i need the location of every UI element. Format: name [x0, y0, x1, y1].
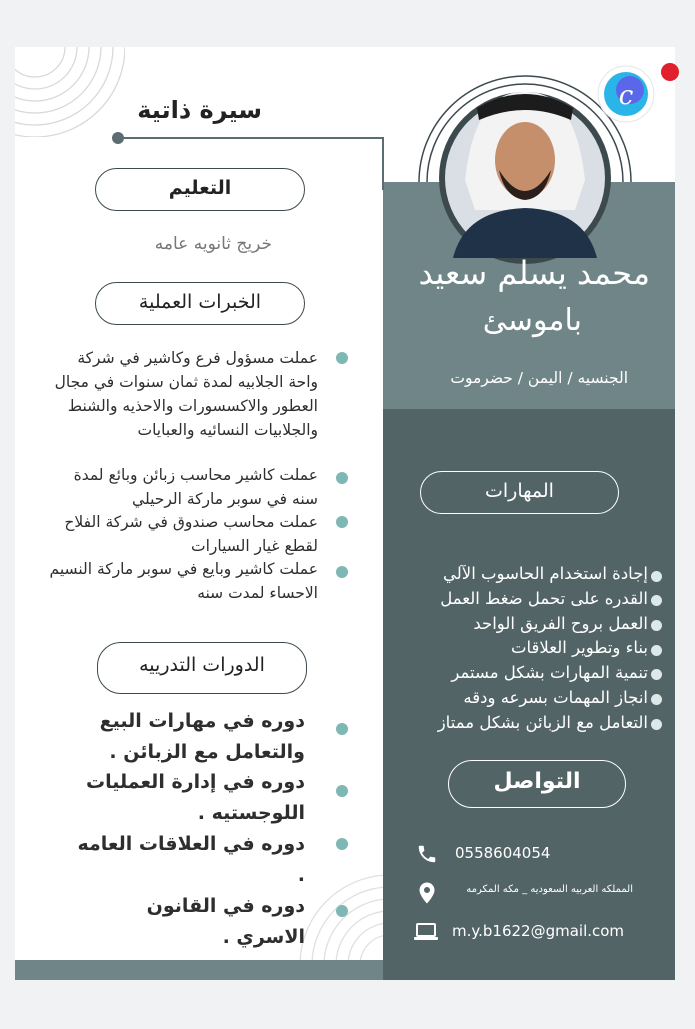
skill-item: بناء وتطوير العلاقات — [510, 638, 648, 657]
decorative-rings-top — [15, 47, 125, 137]
course-bullet — [336, 838, 348, 850]
course-bullet — [336, 905, 348, 917]
contact-phone[interactable]: 0558604054 — [455, 844, 551, 862]
education-heading: التعليم — [95, 168, 305, 211]
skill-bullet — [651, 645, 662, 656]
skill-item: التعامل مع الزبائن بشكل ممتاز — [437, 713, 648, 732]
laptop-icon — [413, 922, 439, 942]
skill-item: تنمية المهارات بشكل مستمر — [451, 663, 648, 682]
course-bullet — [336, 785, 348, 797]
education-value: خريج ثانويه عامه — [154, 234, 272, 254]
experience-bullet — [336, 516, 348, 528]
experience-bullet — [336, 472, 348, 484]
nationality: الجنسيه / اليمن / حضرموت — [450, 369, 628, 387]
experience-item: عملت مسؤول فرع وكاشير في شركة واحة الجلابيه لمدة ثمان سنوات في مجال العطور والاكسسورات والاحذيه والشنط والجلابيات النسائيه والعبايات — [54, 349, 318, 439]
experience-item: عملت كاشير وبايع في سوبر ماركة النسيم الاحساء لمدت سنه — [49, 560, 318, 602]
skill-item: العمل بروح الفريق الواحد — [473, 614, 648, 633]
experience-item: عملت محاسب صندوق في شركة الفلاح لقطع غيار السيارات — [64, 513, 318, 555]
course-item: دوره في القانون الاسري . — [146, 895, 305, 948]
skill-item: انجاز المهمات بسرعه ودقه — [463, 688, 648, 707]
skill-bullet — [651, 719, 662, 730]
courses-heading: الدورات التدرييه — [97, 642, 307, 694]
skill-bullet — [651, 571, 662, 582]
skill-bullet — [651, 669, 662, 680]
course-item: دوره في إدارة العمليات اللوجستيه . — [85, 771, 305, 824]
experience-bullet — [336, 566, 348, 578]
skill-bullet — [651, 694, 662, 705]
footer-bar — [15, 960, 383, 980]
location-icon — [418, 882, 436, 904]
experience-bullet — [336, 352, 348, 364]
course-item: دوره في العلاقات العامه . — [77, 833, 305, 886]
course-bullet — [336, 723, 348, 735]
skill-bullet — [651, 595, 662, 606]
contact-heading: التواصل — [448, 760, 626, 808]
skill-bullet — [651, 620, 662, 631]
experience-item: عملت كاشير محاسب زبائن وبائع لمدة سنه في سوبر ماركة الرحيلي — [73, 466, 318, 508]
course-item: دوره في مهارات البيع والتعامل مع الزبائن . — [99, 710, 305, 763]
canva-badge-icon — [596, 62, 686, 128]
contact-email[interactable]: m.y.b1622@gmail.com — [452, 922, 625, 940]
svg-text:c: c — [618, 81, 634, 111]
page-title: سيرة ذاتية — [137, 96, 262, 124]
phone-icon — [416, 843, 438, 865]
experience-heading: الخبرات العملية — [95, 282, 305, 325]
skill-item: إجادة استخدام الحاسوب الآلي — [443, 564, 648, 583]
profile-name-line1: محمد يسلم سعيد — [418, 254, 650, 292]
skills-heading: المهارات — [420, 471, 619, 514]
profile-name-line2: باموسئ — [482, 303, 582, 338]
contact-address: المملكه العربيه السعوديه _ مكه المكرمه — [466, 884, 633, 895]
skill-item: القدره على تحمل ضغط العمل — [440, 589, 648, 608]
